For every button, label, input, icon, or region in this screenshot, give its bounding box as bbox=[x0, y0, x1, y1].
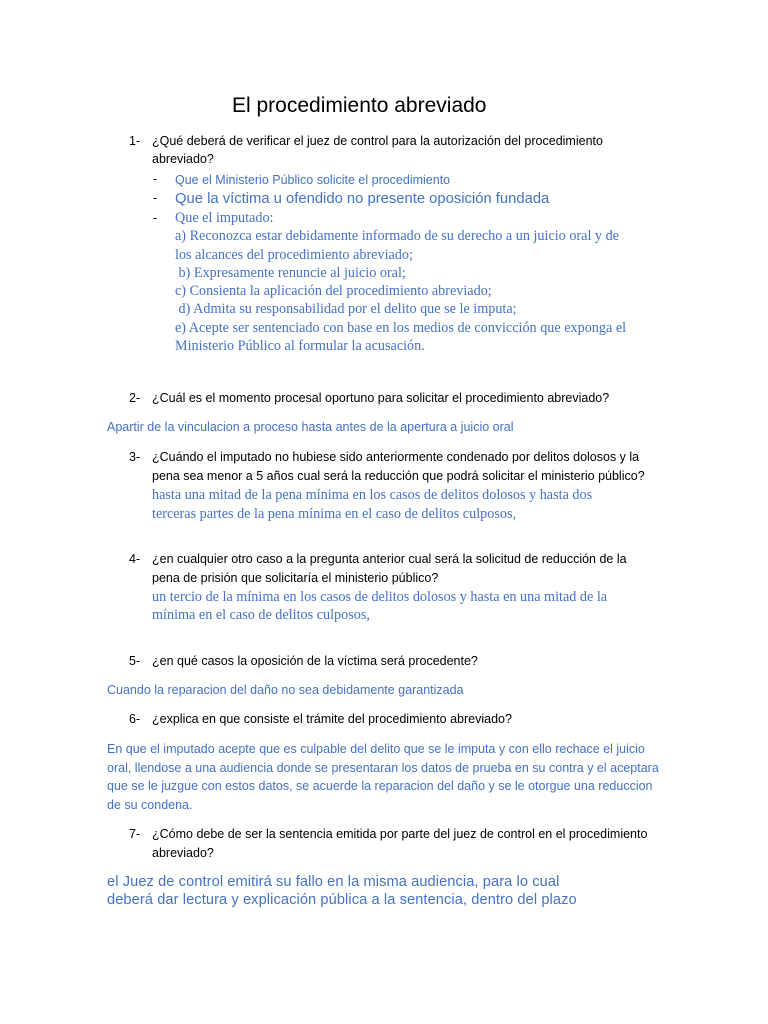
answer-line: Ministerio Público al formular la acusación. bbox=[175, 338, 425, 355]
question-number: 2- bbox=[129, 391, 141, 405]
answer-line: Que el imputado: bbox=[175, 210, 274, 226]
answer-line: el Juez de control emitirá su fallo en la misma audiencia, para lo cual bbox=[107, 874, 560, 890]
bullet-dash: - bbox=[153, 211, 158, 225]
answer-line: los alcances del procedimiento abreviado; bbox=[175, 246, 413, 263]
answer-text: Que la víctima u ofendido no presente oposición fundada bbox=[175, 191, 550, 207]
question-text-line: ¿Cómo debe de ser la sentencia emitida por parte del juez de control en el procedimiento bbox=[152, 827, 648, 841]
question-text: ¿explica en que consiste el trámite del procedimiento abreviado? bbox=[152, 712, 512, 726]
page-title: El procedimiento abreviado bbox=[232, 94, 487, 117]
question-number: 4- bbox=[129, 552, 141, 566]
answer-text: Cuando la reparacion del daño no sea debidamente garantizada bbox=[107, 683, 464, 697]
question-number: 6- bbox=[129, 712, 141, 726]
question-number: 5- bbox=[129, 654, 141, 668]
question-text-line: abreviado? bbox=[152, 846, 214, 860]
answer-line: hasta una mitad de la pena mínima en los casos de delitos dolosos y hasta dos bbox=[152, 487, 593, 503]
question-text-line: pena sea menor a 5 años cual será la reducción que podrá solicitar el ministerio público? bbox=[152, 469, 645, 483]
answer-line: oral, llendose a una audiencia donde se presentaran los datos de prueba en su contra y el aceptara bbox=[107, 760, 659, 775]
answer-list bbox=[175, 209, 755, 355]
question-text-line: abreviado? bbox=[152, 152, 214, 166]
answer-line: deberá dar lectura y explicación pública a la sentencia, dentro del plazo bbox=[107, 892, 577, 908]
answer-paragraph bbox=[107, 740, 707, 814]
answer-line: de su condena. bbox=[107, 797, 193, 812]
question-text: ¿Cuál es el momento procesal oportuno para solicitar el procedimiento abreviado? bbox=[152, 391, 610, 405]
question-text: ¿en qué casos la oposición de la víctima será procedente? bbox=[152, 654, 478, 668]
answer-line: un tercio de la mínima en los casos de delitos dolosos y hasta en una mitad de la bbox=[152, 589, 608, 605]
answer-line: En que el imputado acepte que es culpable del delito que se le imputa y con ello rechace el juicio bbox=[107, 742, 645, 756]
bullet-dash: - bbox=[153, 191, 158, 205]
answer-line: c) Consienta la aplicación del procedimiento abreviado; bbox=[175, 283, 492, 300]
answer-line: e) Acepte ser sentenciado con base en los medios de convicción que exponga el bbox=[175, 319, 627, 336]
answer-line: d) Admita su responsabilidad por el delito que se le imputa; bbox=[175, 301, 517, 318]
answer-line: terceras partes de la pena mínima en el caso de delitos culposos, bbox=[152, 506, 517, 522]
question-text-line: pena de prisión que solicitaría el ministerio público? bbox=[152, 571, 439, 585]
question-number: 1- bbox=[129, 134, 141, 148]
bullet-dash: - bbox=[153, 172, 158, 186]
question-number: 7- bbox=[129, 827, 141, 841]
answer-text: Apartir de la vinculacion a proceso hasta antes de la apertura a juicio oral bbox=[107, 420, 514, 434]
question-number: 3- bbox=[129, 450, 141, 464]
answer-line: mínima en el caso de delitos culposos, bbox=[152, 607, 370, 623]
answer-text: Que el Ministerio Público solicite el procedimiento bbox=[175, 173, 451, 187]
question-text-line: ¿Cuándo el imputado no hubiese sido anteriormente condenado por delitos dolosos y la bbox=[152, 450, 640, 464]
answer-line: b) Expresamente renuncie al juicio oral; bbox=[175, 264, 406, 281]
question-text-line: ¿en cualquier otro caso a la pregunta anterior cual será la solicitud de reducción de la bbox=[152, 552, 627, 566]
answer-line: que se le juzgue con estos datos, se acuerde la reparacion del daño y se le otorgue una reduccion bbox=[107, 779, 653, 793]
answer-line: a) Reconozca estar debidamente informado de su derecho a un juicio oral y de bbox=[175, 228, 619, 245]
question-text-line: ¿Qué deberá de verificar el juez de control para la autorización del procedimiento bbox=[152, 134, 603, 148]
